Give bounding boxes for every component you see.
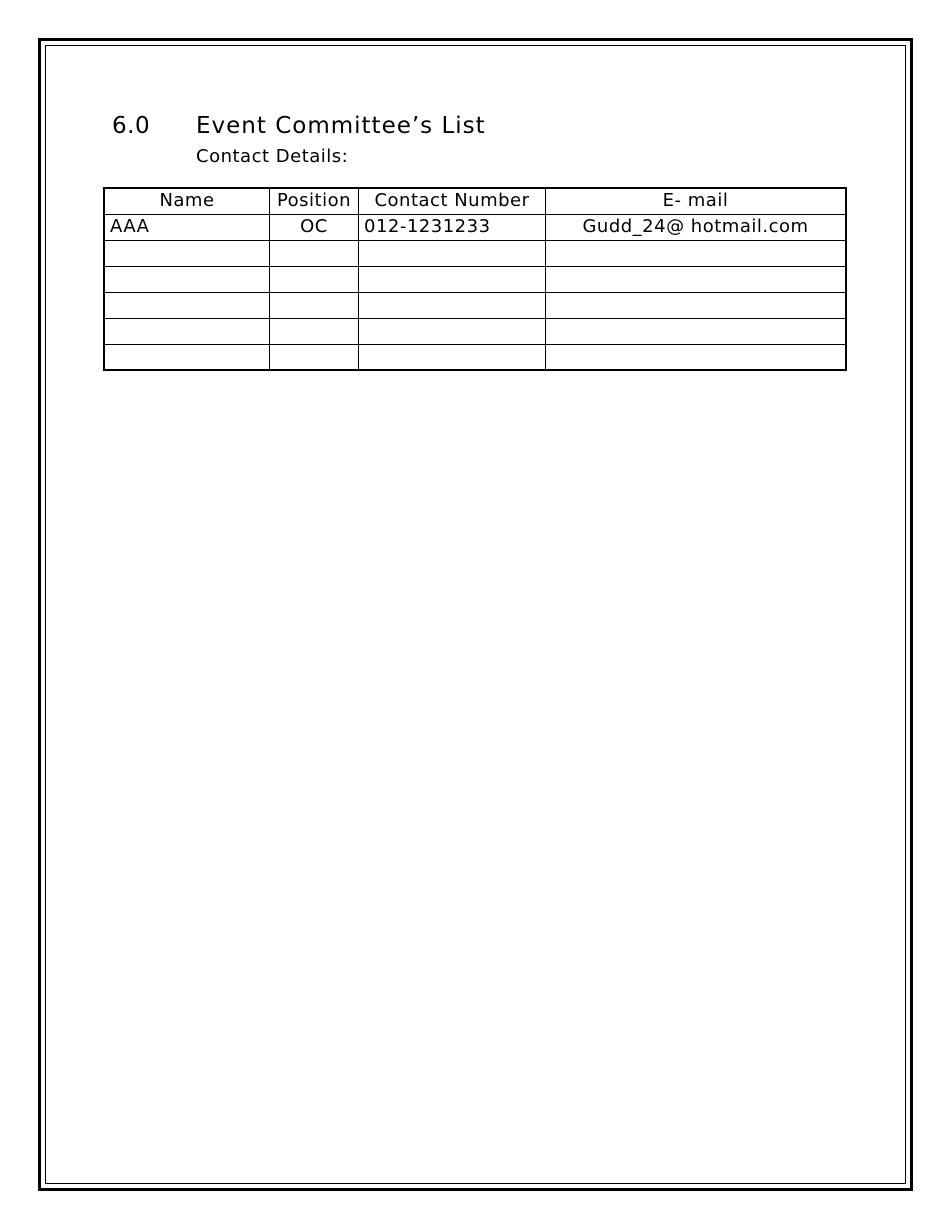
cell-position (270, 318, 359, 344)
cell-name (104, 318, 270, 344)
table-row (104, 214, 846, 240)
table-header-row (104, 188, 846, 214)
section-title: Event Committee’s List (196, 113, 486, 139)
cell-email (546, 344, 847, 370)
cell-position (270, 292, 359, 318)
cell-email (546, 292, 847, 318)
committee-table (103, 187, 847, 371)
table-row (104, 344, 846, 370)
contact-details-heading: Contact Details: (196, 146, 349, 167)
cell-email: Gudd_24@ hotmail.com (546, 214, 847, 240)
cell-email (546, 318, 847, 344)
cell-contact-number (359, 318, 546, 344)
table-row (104, 240, 846, 266)
header-email: E- mail (546, 188, 847, 214)
cell-contact-number (359, 344, 546, 370)
cell-contact-number (359, 240, 546, 266)
cell-position (270, 266, 359, 292)
cell-name (104, 240, 270, 266)
cell-contact-number: 012-1231233 (359, 214, 546, 240)
cell-contact-number (359, 292, 546, 318)
header-name: Name (104, 188, 270, 214)
table-row (104, 292, 846, 318)
table-row (104, 266, 846, 292)
header-contact-number: Contact Number (359, 188, 546, 214)
cell-position (270, 344, 359, 370)
cell-name (104, 292, 270, 318)
cell-email (546, 266, 847, 292)
section-number: 6.0 (112, 113, 151, 139)
table-row (104, 318, 846, 344)
cell-contact-number (359, 266, 546, 292)
cell-position: OC (270, 214, 359, 240)
cell-position (270, 240, 359, 266)
cell-name: AAA (104, 214, 270, 240)
header-position: Position (270, 188, 359, 214)
cell-name (104, 344, 270, 370)
cell-name (104, 266, 270, 292)
cell-email (546, 240, 847, 266)
